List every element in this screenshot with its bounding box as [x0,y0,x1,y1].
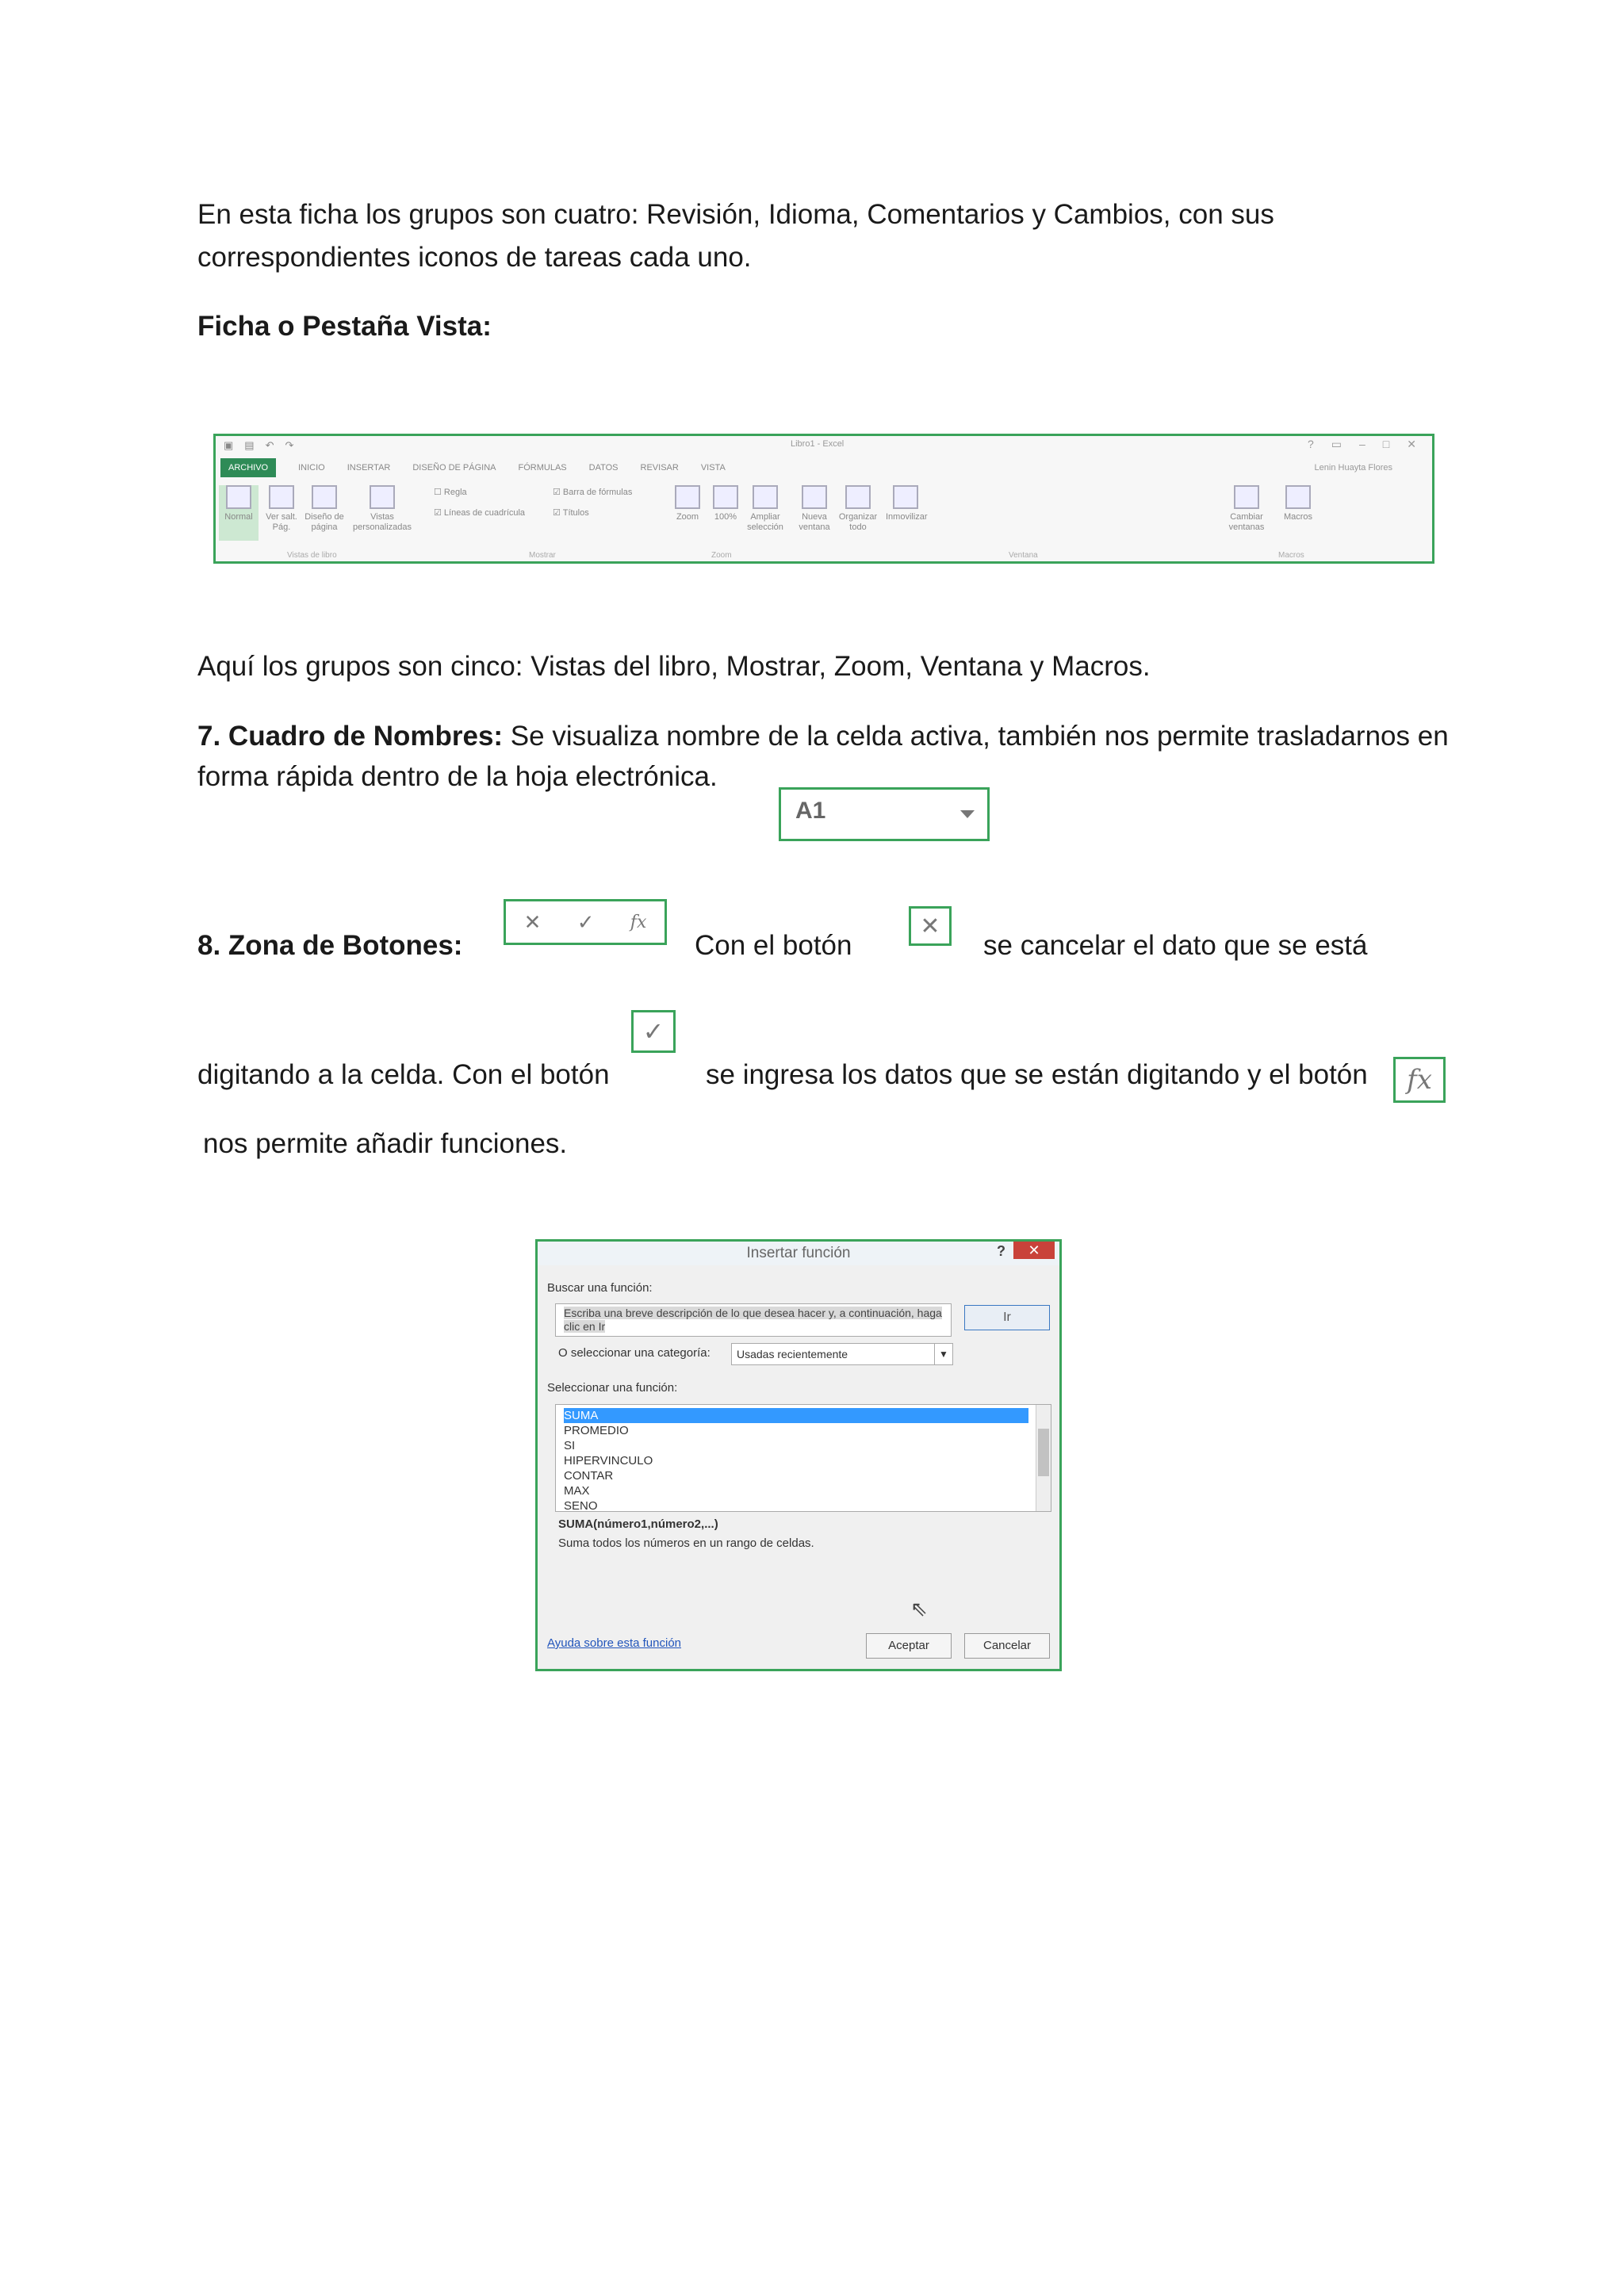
section-8-line: digitando a la celda. Con el botón [197,1059,610,1090]
list-item[interactable]: SENO [564,1499,598,1513]
ribbon-button-new-window: Nueva ventana [795,485,834,533]
quick-access-toolbar [224,439,293,452]
ribbon-check-ruler: ☐ Regla [434,488,467,497]
tab-archivo: ARCHIVO [220,458,276,477]
fx-icon: fx [1393,1057,1446,1103]
section-7-title: 7. Cuadro de Nombres: [197,721,504,752]
search-label: Buscar una función: [547,1281,653,1295]
formula-buttons-strip [504,899,667,945]
group-label: Ventana [1009,551,1038,560]
name-box-value: A1 [795,798,826,824]
ribbon-button-custom-views: Vistas personalizadas [350,485,414,533]
section-7-line: forma rápida dentro de la hoja electrónica. [197,761,718,792]
scrollbar-thumb[interactable] [1038,1429,1049,1476]
name-box [779,787,990,841]
function-list[interactable] [555,1404,1051,1512]
ribbon-button-zoom-selection: Ampliar selección [745,485,785,533]
list-item[interactable]: HIPERVINCULO [564,1454,653,1468]
redo-icon: ↷ [285,439,294,451]
close-icon: ✕ [523,909,542,934]
help-icon: ? [1307,438,1314,450]
paragraph-line: En esta ficha los grupos son cuatro: Revisión, Idioma, Comentarios y Cambios, con sus [197,199,1274,230]
ribbon-button-freeze: Inmovilizar [886,485,925,522]
undo-icon: ↶ [265,439,274,451]
chevron-down-icon [960,810,975,818]
section-7-line [197,715,1449,758]
ribbon-button-100: 100% [706,485,745,522]
tab-inicio: INICIO [298,463,325,473]
text-con-boton: Con el botón [695,930,852,961]
group-label: Mostrar [529,551,556,560]
user-name: Lenin Huayta Flores [1314,463,1392,473]
tab-datos: DATOS [588,463,619,473]
ribbon-button-arrange-all: Organizar todo [838,485,878,533]
search-input[interactable]: Escriba una breve descripción de lo que desea hacer y, a continuación, haga clic en Ir [555,1303,952,1337]
ok-button[interactable]: Aceptar [866,1633,952,1659]
list-item[interactable]: PROMEDIO [564,1424,629,1437]
help-icon[interactable]: ? [997,1243,1005,1259]
tab-vista: VISTA [700,463,726,473]
group-label: Vistas de libro [287,551,337,560]
insert-function-dialog [535,1239,1062,1671]
group-label: Zoom [711,551,732,560]
ribbon-check-formula-bar: ☑ Barra de fórmulas [553,488,633,497]
go-button[interactable]: Ir [964,1305,1050,1330]
help-link[interactable]: Ayuda sobre esta función [547,1636,682,1650]
section-8-line: se ingresa los datos que se están digitando y el botón [706,1059,1368,1090]
close-icon: ✕ [909,906,952,946]
list-item[interactable]: CONTAR [564,1469,614,1483]
ribbon-button-page-break: Ver salt. Pág. [262,485,301,533]
ribbon-button-page-layout: Diseño de página [304,485,344,533]
list-item[interactable]: MAX [564,1484,590,1498]
cancel-button[interactable]: Cancelar [964,1633,1050,1659]
group-label: Macros [1278,551,1304,560]
restore-icon: ▭ [1331,438,1342,450]
cursor-icon: ⇖ [910,1597,928,1621]
tab-formulas: FÓRMULAS [518,463,567,473]
section-8-title: 8. Zona de Botones: [197,930,463,961]
save-icon: ▤ [244,439,255,451]
ribbon-button-macros: Macros [1278,485,1318,522]
ribbon-button-switch-windows: Cambiar ventanas [1219,485,1274,533]
minimize-icon: – [1359,438,1365,450]
paragraph: Aquí los grupos son cinco: Vistas del libro, Mostrar, Zoom, Ventana y Macros. [197,651,1151,682]
ribbon-button-zoom: Zoom [668,485,707,522]
check-icon: ✓ [631,1010,676,1053]
list-item[interactable]: SUMA [564,1408,1028,1423]
ribbon-tabs [216,458,1432,477]
section-7-text: Se visualiza nombre de la celda activa, también nos permite trasladarnos en [503,721,1449,752]
scrollbar[interactable] [1036,1405,1051,1511]
dialog-title: Insertar función [746,1245,851,1261]
tab-insertar: INSERTAR [347,463,391,473]
excel-icon: ▣ [224,439,234,451]
section-8-line: nos permite añadir funciones. [203,1128,568,1159]
maximize-icon: □ [1382,438,1390,450]
fx-icon: fx [630,912,647,932]
category-label: O seleccionar una categoría: [558,1346,710,1360]
function-signature: SUMA(número1,número2,...) [558,1517,718,1531]
check-icon: ✓ [576,909,595,934]
ribbon-body [216,480,1432,561]
ribbon-check-headings: ☑ Títulos [553,508,589,518]
function-description: Suma todos los números en un rango de celdas. [558,1536,814,1550]
window-title: Libro1 - Excel [791,439,845,449]
list-item[interactable]: SI [564,1439,576,1452]
text-cancelar: se cancelar el dato que se está [983,930,1368,961]
ribbon-button-normal: Normal [219,485,259,541]
close-button[interactable]: ✕ [1013,1242,1055,1259]
ribbon-check-gridlines: ☑ Líneas de cuadrícula [434,508,526,518]
tab-revisar: REVISAR [640,463,679,473]
close-icon: ✕ [1407,438,1416,450]
select-function-label: Seleccionar una función: [547,1381,678,1395]
window-controls [1308,438,1416,451]
tab-diseno-pagina: DISEÑO DE PÁGINA [412,463,496,473]
section-heading: Ficha o Pestaña Vista: [197,311,492,342]
category-select[interactable]: Usadas recientemente ▼ [731,1343,953,1365]
chevron-down-icon: ▼ [934,1344,952,1364]
excel-ribbon-image [213,434,1434,564]
paragraph-line: correspondientes iconos de tareas cada uno. [197,242,752,273]
